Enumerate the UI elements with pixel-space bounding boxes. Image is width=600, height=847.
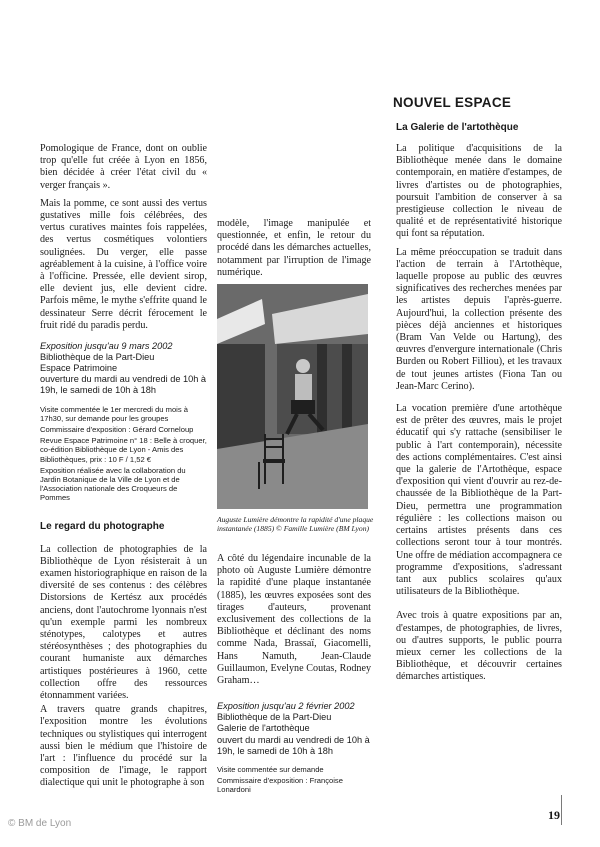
column-middle — [217, 218, 371, 285]
column-left — [40, 143, 207, 796]
exhibition-space: Galerie de l'artothèque — [217, 723, 310, 734]
section-title: NOUVEL ESPACE — [393, 95, 512, 110]
paragraph: Pomologique de France, dont on oublie trop qu'elle fut créée à Lyon en 1856, bien décidée à créer l'état civil du « verger français ». — [40, 143, 207, 191]
note: Visite commentée sur demande — [217, 764, 324, 774]
watermark: © BM de Lyon — [8, 818, 72, 829]
column-middle-lower — [217, 553, 371, 796]
paragraph: Avec trois à quatre expositions par an, d'estampes, de photographies, de livres, ou d'autres supports, le public pourra mieux cerner les collections de la Bibliothèque, et découvrir certaines démarches artistiques. — [396, 610, 562, 683]
exhibition-place: Bibliothèque de la Part-Dieu — [40, 352, 155, 363]
exhibition-info — [40, 341, 207, 396]
paragraph: modèle, l'image manipulée et questionnée, et enfin, le retour du procédé dans les démarches actuelles, notamment par l'irruption de l'image numérique. — [217, 218, 371, 278]
paragraph: La collection de photographies de la Bibliothèque de Lyon résisterait à un examen historiographique en raison de la diversité de ses contenus : des célèbres Distorsions de Kertész aux procédés anciens, dont l'autochrome lyonnais n'est qu'un exemple parmi les nombreux sténotypes, calotypes et autres stéréosynthèses ; des photographies du courant humaniste aux démarches artistiques postérieures à 1960, cette collection offre des ressources étonnamment variées. — [40, 543, 207, 701]
photo-illustration — [217, 284, 368, 509]
section-heading: Le regard du photographe — [40, 520, 165, 532]
paragraph: Mais la pomme, ce sont aussi des vertus gustatives mille fois célébrées, des vertus curatives maintes fois rappelées, des vertus cosmétiques volontiers soulignées. Du verger, elle passe agréablement à la cuisine, à l'office voire à l'officine. Pressée, elle devient sirop, elle devient jus, elle devient cidre. Parfois même, le mythe s'effrite quand le dessinateur Serre décrit férocement le fruit ridé du paradis perdu. — [40, 197, 207, 331]
exhibition-date: Exposition jusqu'au 2 février 2002 — [217, 701, 355, 712]
exhibition-hours: ouvert du mardi au vendredi de 10h à 19h, le samedi de 10h à 18h — [217, 734, 370, 756]
paragraph: La vocation première d'une artothèque est de prêter des œuvres, mais le projet éducatif qui s'y rattache (sensibiliser le public à l'art contemporain), nécessite des actions complémentaires. C'est ainsi que la galerie de l'Artothèque, espace d'exposition qui vient d'ouvrir au rez-de-chaussée de la Bibliothèque de la Part-Dieu, permettra une programmation régulière : les collections maison ou certains artistes présents dans ces collections seront tour à tour montrés. Une offre de médiation accompagnera ce programme d'expositions, s'adressant tant aux publics scolaires qu'aux utilisateurs de la Bibliothèque. — [396, 403, 562, 598]
exhibition-place: Bibliothèque de la Part-Dieu — [217, 712, 332, 723]
paragraph: A côté du légendaire incunable de la photo où Auguste Lumière démontre la rapidité d'une plaque instantanée (1885), les œuvres exposées sont des tirages d'auteurs, provenant exclusivement des collections de la Bibliothèque et déclinant des noms comme Nada, Brassaï, Giacomelli, Hans Namuth, Jean-Claude Guillaumon, Evelyne Coutas, Rodney Graham… — [217, 553, 371, 687]
note: Visite commentée le 1er mercredi du mois à 17h30, sur demande pour les groupes — [40, 404, 189, 423]
note: Exposition réalisée avec la collaboration du Jardin Botanique de la Ville de Lyon et de l'Association nationale des Croqueurs de Pommes — [40, 465, 186, 503]
note: Commissaire d'exposition : Françoise Lonardoni — [217, 775, 343, 795]
exhibition-info — [217, 701, 371, 756]
page-number: 19 — [548, 808, 560, 822]
photograph — [217, 284, 368, 509]
paragraph: A travers quatre grands chapitres, l'exposition montre les évolutions techniques ou stylistiques qui interrogent aussi bien le médium que l'histoire de l'art : l'influence du procédé sur la composition de l'image, le rapport dialectique qui unit le photographe à son — [40, 704, 207, 789]
note: Commissaire d'exposition : Gérard Corneloup — [40, 424, 194, 434]
paragraph: La même préoccupation se traduit dans l'action de terrain à l'Artothèque, laquelle propose au public des œuvres significatives des recherches menées par les artistes depuis l'après-guerre. Aujourd'hui, la collection présente des pièces déjà anciennes et historiques (Bram Van Velde ou Hartung), des œuvres d'envergure internationale (Chris Burden ou Robert Filliou), et les travaux de tout jeunes artistes (Fiona Tan ou Jean-Marc Cerino). — [396, 246, 562, 392]
note: Revue Espace Patrimoine n° 18 : Belle à croquer, co-édition Bibliothèque de Lyon - Amis des Bibliothèques, prix : 10 F / 1,52 € — [40, 436, 207, 464]
photo-caption: Auguste Lumière démontre la rapidité d'une plaque instantanée (1885) © Famille Lumière (BM Lyon) — [217, 515, 374, 534]
page-number-rule — [561, 795, 562, 825]
exhibition-hours: ouverture du mardi au vendredi de 10h à 19h, le samedi de 10h à 18h — [40, 374, 206, 396]
exhibition-space: Espace Patrimoine — [40, 363, 118, 374]
column-right — [396, 143, 562, 690]
exhibition-notes — [40, 405, 207, 503]
section-subtitle: La Galerie de l'artothèque — [396, 122, 519, 133]
exhibition-notes — [217, 765, 371, 795]
paragraph: La politique d'acquisitions de la Bibliothèque menée dans le domaine contemporain, en matière d'estampes, de livres d'artistes ou de photographies, poursuit l'ambition de conserver à sa prestigieuse collection le niveau de qualité et de représentativité historique qui font sa réputation. — [396, 143, 562, 240]
exhibition-date: Exposition jusqu'au 9 mars 2002 — [40, 341, 173, 352]
